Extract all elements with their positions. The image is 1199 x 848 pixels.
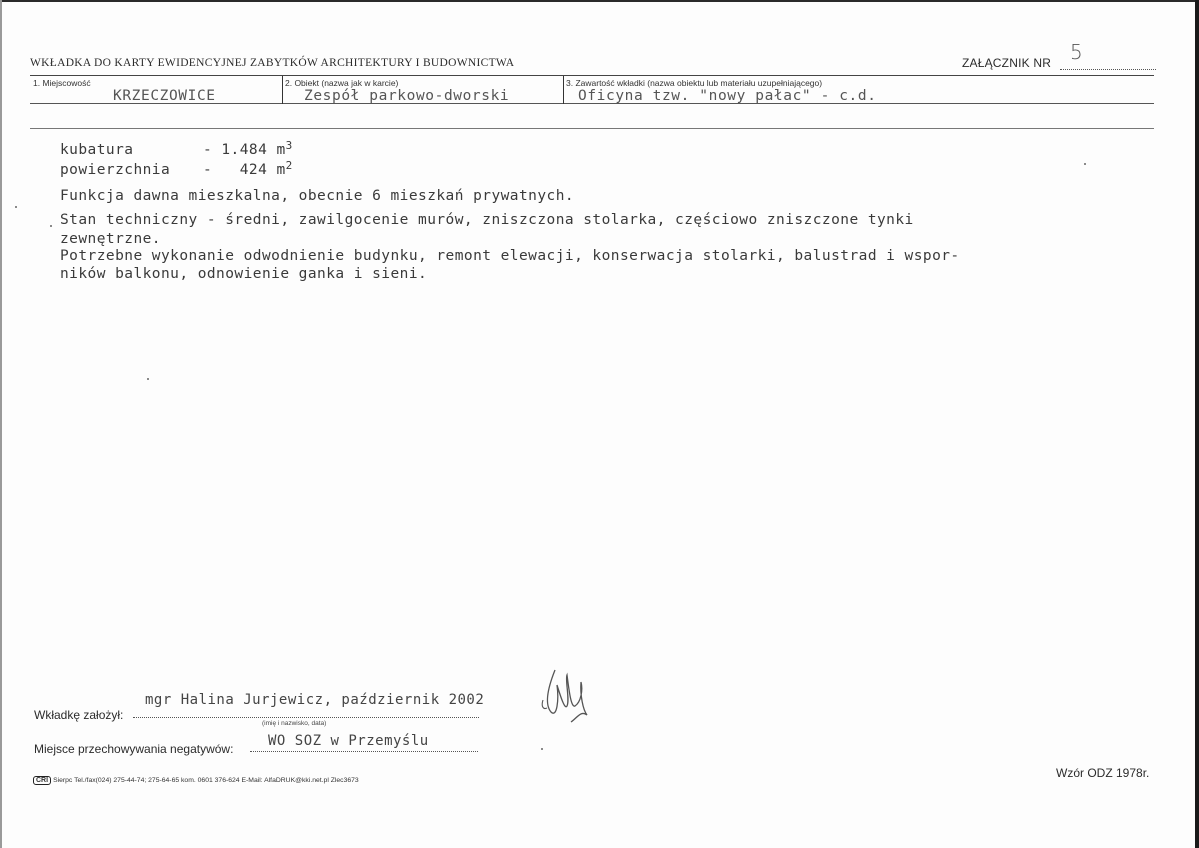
founder-hint: (imię i nazwisko, data) bbox=[262, 720, 327, 727]
scan-speck bbox=[541, 748, 543, 750]
kubatura-label: kubatura bbox=[60, 142, 134, 158]
annex-number: 5 bbox=[1070, 40, 1083, 64]
content-value: Oficyna tzw. "nowy pałac" - c.d. bbox=[578, 88, 877, 104]
scan-speck bbox=[50, 225, 52, 227]
scan-speck bbox=[15, 206, 17, 208]
printer-logo: CRI bbox=[33, 776, 51, 785]
field-divider-1 bbox=[282, 76, 283, 104]
form-title: WKŁADKA DO KARTY EWIDENCYJNEJ ZABYTKÓW ARCHITEKTURY I BUDOWNICTWA bbox=[30, 57, 515, 69]
locality-value: KRZECZOWICE bbox=[113, 88, 216, 104]
scan-speck bbox=[1084, 163, 1086, 165]
powierzchnia-exponent: 2 bbox=[285, 159, 293, 172]
scan-edge-left bbox=[0, 0, 2, 848]
powierzchnia-value: - 424 $m^2$ bbox=[203, 159, 293, 178]
locality-label: 1. Miejscowość bbox=[33, 78, 91, 88]
state-text-line-1: Stan techniczny - średni, zawilgocenie murów, zniszczona stolarka, częściowo zniszczone tynki bbox=[60, 212, 914, 228]
object-label: 2. Obiekt (nazwa jak w karcie) bbox=[285, 78, 399, 88]
storage-label: Miejsce przechowywania negatywów: bbox=[34, 742, 234, 756]
signature-icon bbox=[537, 660, 597, 730]
content-label: 3. Zawartość wkładki (nazwa obiektu lub materiału uzupełniającego) bbox=[566, 78, 823, 88]
state-text-line-2: zewnętrzne. bbox=[60, 231, 161, 247]
founder-dotted-line bbox=[133, 707, 479, 718]
powierzchnia-label: powierzchnia bbox=[60, 162, 171, 178]
form-model: Wzór ODZ 1978r. bbox=[1056, 766, 1150, 780]
scan-speck bbox=[147, 378, 149, 380]
function-text: Funkcja dawna mieszkalna, obecnie 6 mieszkań prywatnych. bbox=[60, 188, 575, 204]
scan-edge-top bbox=[0, 0, 1199, 2]
annex-label: ZAŁĄCZNIK NR bbox=[962, 56, 1052, 70]
needs-text-line-2: ników balkonu, odnowienie ganka i sieni. bbox=[60, 266, 428, 282]
printer-imprint-text: Sierpc Tel./fax(024) 275-44-74; 275-64-65 kom. 0601 376-624 E-Mail: AlfaDRUK@kki.net.pl Zlec3673 bbox=[53, 777, 359, 784]
header-top-rule bbox=[30, 75, 1154, 76]
scan-edge-right bbox=[1195, 0, 1199, 848]
object-value: Zespół parkowo-dworski bbox=[304, 88, 510, 104]
kubatura-value: - 1.484 $m^3$ bbox=[203, 139, 293, 158]
kubatura-exponent: 3 bbox=[285, 139, 293, 152]
founder-label: Wkładkę założył: bbox=[34, 708, 124, 722]
storage-value: WO SOZ w Przemyślu bbox=[268, 733, 429, 749]
printer-imprint bbox=[33, 776, 359, 785]
header-shadow-rule bbox=[30, 128, 1154, 129]
founder-value: mgr Halina Jurjewicz, październik 2002 bbox=[145, 692, 485, 708]
field-divider-2 bbox=[563, 76, 564, 104]
needs-text-line-1: Potrzebne wykonanie odwodnienie budynku, remont elewacji, konserwacja stolarki, balustrad i wspor- bbox=[60, 248, 960, 264]
